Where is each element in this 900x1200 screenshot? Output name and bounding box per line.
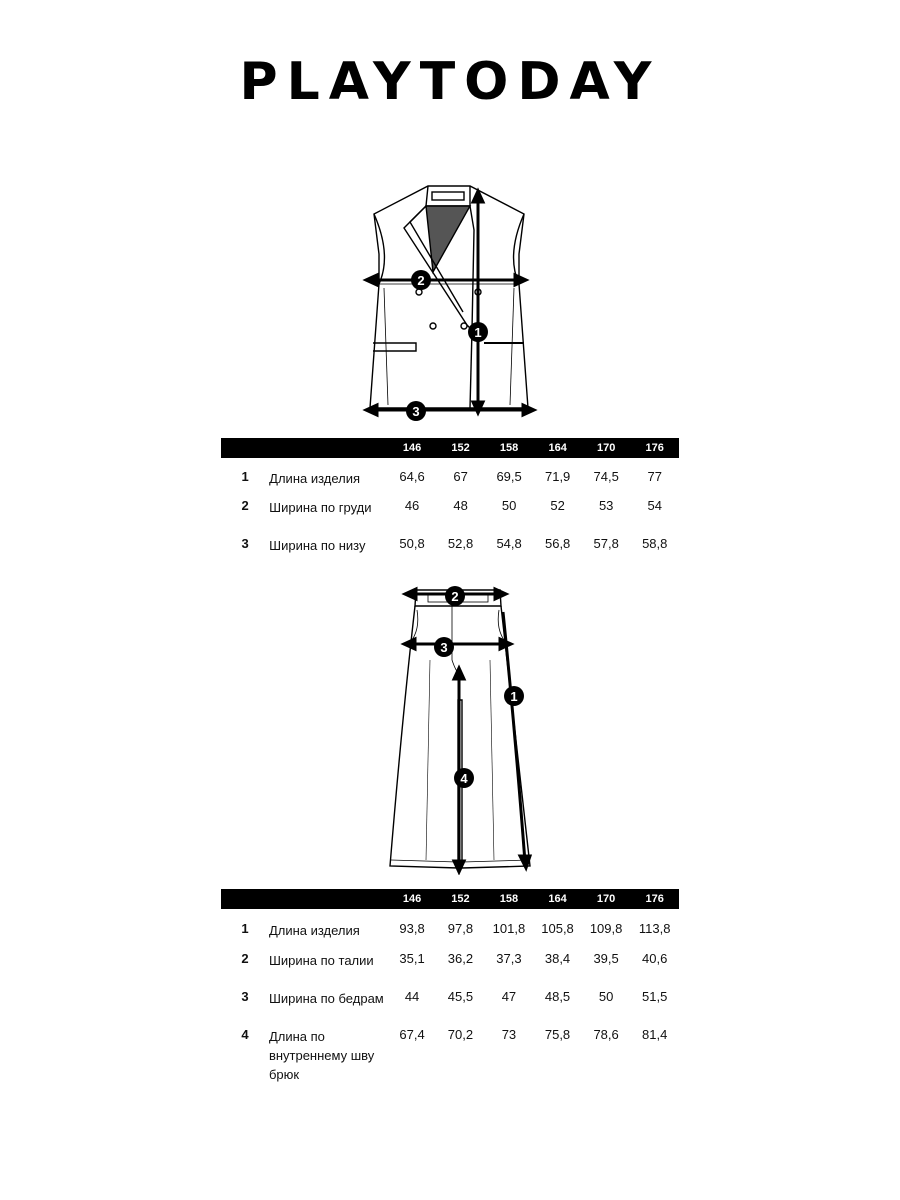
row-value: 52 bbox=[550, 498, 565, 513]
row-value: 109,8 bbox=[589, 921, 623, 936]
row-number: 3 bbox=[241, 536, 249, 551]
row-value: 64,6 bbox=[399, 469, 425, 484]
row-value: 45,5 bbox=[447, 989, 474, 1004]
row-value: 37,3 bbox=[496, 951, 522, 966]
table-row bbox=[221, 496, 679, 536]
row-number: 2 bbox=[241, 951, 249, 966]
row-value: 35,1 bbox=[399, 951, 425, 966]
table-row bbox=[221, 949, 679, 989]
trousers-marker-4 bbox=[454, 768, 474, 788]
row-value: 77 bbox=[647, 469, 662, 484]
svg-text:3: 3 bbox=[440, 640, 448, 655]
size-cell: 170 bbox=[582, 889, 631, 909]
row-value: 78,6 bbox=[593, 1027, 619, 1042]
size-cell: 146 bbox=[388, 889, 436, 909]
row-value: 50 bbox=[501, 498, 517, 513]
row-value: 48,5 bbox=[544, 989, 571, 1004]
row-label: Длина изделия bbox=[268, 923, 360, 938]
row-label: Длина изделия bbox=[269, 471, 361, 486]
row-value: 50 bbox=[598, 989, 614, 1004]
row-value: 39,5 bbox=[593, 951, 619, 966]
table-row bbox=[221, 536, 679, 576]
row-number: 1 bbox=[241, 921, 249, 936]
row-value: 47 bbox=[501, 989, 517, 1004]
row-value: 58,8 bbox=[642, 536, 668, 551]
row-value: 57,8 bbox=[593, 536, 619, 551]
size-cell: 158 bbox=[485, 438, 534, 458]
row-value: 48 bbox=[453, 498, 468, 513]
trousers-marker-1 bbox=[504, 686, 524, 706]
row-value: 113,8 bbox=[638, 921, 671, 936]
row-value: 67,4 bbox=[399, 1027, 425, 1042]
size-cell: 170 bbox=[582, 438, 631, 458]
row-value: 71,9 bbox=[544, 469, 571, 484]
row-value: 54 bbox=[647, 498, 662, 513]
vest-marker-1 bbox=[468, 322, 488, 342]
size-cell: 158 bbox=[485, 889, 534, 909]
svg-text:3: 3 bbox=[412, 404, 420, 419]
row-value: 44 bbox=[404, 989, 420, 1004]
row-number: 3 bbox=[241, 989, 249, 1004]
row-number: 1 bbox=[241, 469, 249, 484]
vest-marker-2 bbox=[411, 270, 431, 290]
row-label: Ширина по низу bbox=[269, 538, 366, 553]
table-row bbox=[221, 458, 679, 496]
row-value: 53 bbox=[598, 498, 614, 513]
row-value: 46 bbox=[404, 498, 420, 513]
row-number: 2 bbox=[241, 498, 249, 513]
brand-logo: PLAYTODAY bbox=[239, 52, 661, 112]
table-row bbox=[221, 909, 679, 949]
trousers-marker-3 bbox=[434, 637, 454, 657]
trousers-size-table bbox=[221, 889, 679, 1087]
row-label: Длина по внутреннему шву брюк bbox=[268, 1029, 375, 1082]
row-value: 36,2 bbox=[447, 951, 474, 966]
row-value: 97,8 bbox=[447, 921, 474, 936]
trousers-size-header bbox=[221, 889, 679, 909]
row-label: Ширина по талии bbox=[268, 953, 374, 968]
trousers-sketch bbox=[380, 580, 540, 875]
row-value: 40,6 bbox=[642, 951, 668, 966]
table-row bbox=[221, 989, 679, 1027]
svg-text:2: 2 bbox=[417, 273, 425, 288]
row-label: Ширина по груди bbox=[269, 500, 372, 515]
row-value: 81,4 bbox=[642, 1027, 668, 1042]
row-value: 101,8 bbox=[492, 921, 526, 936]
row-number: 4 bbox=[241, 1027, 249, 1042]
row-value: 51,5 bbox=[642, 989, 668, 1004]
row-value: 69,5 bbox=[496, 469, 522, 484]
row-value: 67 bbox=[453, 469, 468, 484]
row-value: 54,8 bbox=[496, 536, 522, 551]
svg-text:4: 4 bbox=[460, 771, 468, 786]
svg-text:1: 1 bbox=[510, 689, 518, 704]
row-value: 74,5 bbox=[593, 469, 619, 484]
table-row bbox=[221, 1027, 679, 1087]
row-value: 56,8 bbox=[544, 536, 571, 551]
size-cell: 176 bbox=[630, 889, 679, 909]
vest-size-table bbox=[221, 438, 679, 576]
row-value: 73 bbox=[501, 1027, 517, 1042]
row-value: 93,8 bbox=[399, 921, 425, 936]
row-value: 50,8 bbox=[399, 536, 425, 551]
vest-sketch bbox=[360, 178, 540, 426]
row-value: 70,2 bbox=[447, 1027, 474, 1042]
svg-text:2: 2 bbox=[451, 589, 459, 604]
size-cell: 152 bbox=[436, 889, 484, 909]
size-cell: 176 bbox=[630, 438, 679, 458]
vest-marker-3 bbox=[406, 401, 426, 421]
row-value: 38,4 bbox=[544, 951, 571, 966]
size-cell: 152 bbox=[436, 438, 485, 458]
size-cell: 146 bbox=[388, 438, 437, 458]
vest-size-header bbox=[221, 438, 679, 458]
row-value: 75,8 bbox=[544, 1027, 571, 1042]
trousers-marker-2 bbox=[445, 586, 465, 606]
row-value: 105,8 bbox=[541, 921, 574, 936]
row-value: 52,8 bbox=[447, 536, 474, 551]
size-cell: 164 bbox=[533, 889, 582, 909]
row-label: Ширина по бедрам bbox=[268, 991, 384, 1006]
svg-text:1: 1 bbox=[474, 325, 482, 340]
size-cell: 164 bbox=[533, 438, 582, 458]
